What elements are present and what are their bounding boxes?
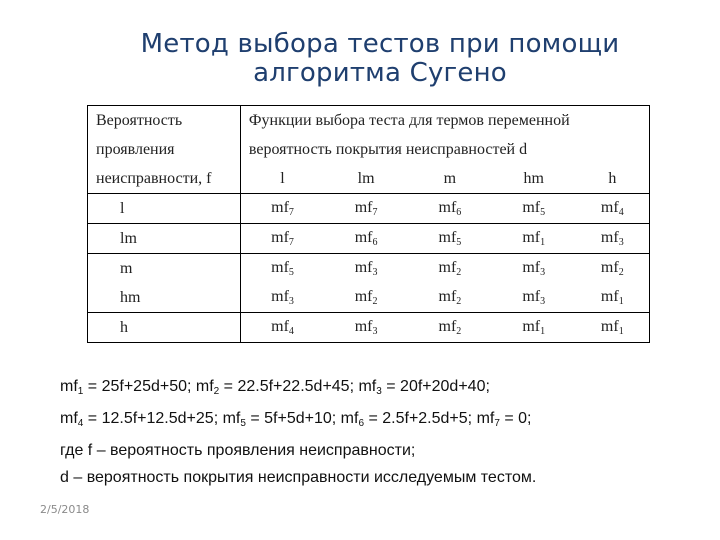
header-probability-line-3: неисправности, f xyxy=(88,164,241,194)
table-row xyxy=(88,194,650,224)
mf-cell: $mf_3$ xyxy=(522,259,546,278)
mf-cell: $mf_2$ xyxy=(576,254,650,284)
header-probability-line-1: Вероятность xyxy=(88,106,241,136)
term-header: hm xyxy=(492,164,576,194)
table-row xyxy=(88,313,650,343)
mf-cell: $mf_2$ xyxy=(324,283,408,313)
formula-term: mf xyxy=(60,410,78,427)
row-label: hm xyxy=(88,283,241,313)
formula-term: mf xyxy=(60,378,78,395)
term-header: m xyxy=(408,164,492,194)
mf-cell: $mf_7$ xyxy=(240,194,324,224)
slide-title xyxy=(120,30,640,88)
mf-cell: $mf_6$ xyxy=(324,224,408,254)
mf-cell: $mf_1$ xyxy=(492,313,576,343)
mf-cell: $mf_3$ xyxy=(240,283,324,313)
mf-cell: $mf_2$ xyxy=(408,283,492,313)
mf-cell: $mf_1$ xyxy=(576,313,650,343)
formula-term: mf xyxy=(222,410,241,427)
formula-line-1: $mf_1 = 25f+25d+50$; $mf_2 = 22.5f+22.5d+45$; $mf_3 = 20f+20d+40$; xyxy=(60,378,490,397)
term-header: lm xyxy=(324,164,408,194)
header-probability-line-2: проявления xyxy=(88,135,241,164)
formula-term: mf xyxy=(340,410,359,427)
row-label: m xyxy=(88,254,241,284)
mf-cell: $mf_2$ xyxy=(438,259,462,278)
mf-cell: $mf_7$ xyxy=(240,224,324,254)
row-label: h xyxy=(88,313,241,343)
formulas-block xyxy=(60,373,700,491)
mf-cell: $mf_4$ xyxy=(576,194,650,224)
formula-line-2: $mf_4 = 12.5f+12.5d+25$; $mf_5 = 5f+5d+10$; $mf_6 = 2.5f+2.5d+5$; $mf_7 = 0$; xyxy=(60,410,532,429)
header-functions-line-1: Функции выбора теста для термов переменной xyxy=(240,106,649,136)
mf-cell: $mf_3$ xyxy=(354,259,378,278)
formula-legend-f: где f – вероятность проявления неисправности; xyxy=(60,442,416,459)
table-row xyxy=(88,283,650,313)
mf-cell: $mf_1$ xyxy=(576,283,650,313)
test-selection-table xyxy=(87,105,650,345)
mf-cell: $mf_5$ xyxy=(408,224,492,254)
mf-cell: $mf_4$ xyxy=(240,313,324,343)
slide-date: 2/5/2018 xyxy=(40,503,90,516)
formula-term: mf xyxy=(195,378,214,395)
table-row xyxy=(88,254,650,284)
header-functions-line-2: вероятность покрытия неисправностей d xyxy=(240,135,649,164)
slide-title-line-1: Метод выбора тестов при помощи xyxy=(140,29,620,59)
term-header: h xyxy=(576,164,650,194)
row-label: l xyxy=(88,194,241,224)
row-label: lm xyxy=(88,224,241,254)
formula-legend-d: d – вероятность покрытия неисправности исследуемым тестом. xyxy=(60,469,537,486)
mf-cell: $mf_3$ xyxy=(324,313,408,343)
mf-cell: $mf_5$ xyxy=(492,194,576,224)
mf-cell: $mf_3$ xyxy=(576,224,650,254)
mf-cell: $mf_2$ xyxy=(408,313,492,343)
table-row xyxy=(88,224,650,254)
mf-cell: $mf_6$ xyxy=(408,194,492,224)
slide-title-line-2: алгоритма Сугено xyxy=(253,58,507,88)
mf-cell: $mf_7$ xyxy=(324,194,408,224)
sugeno-table xyxy=(87,105,650,343)
mf-cell: $mf_3$ xyxy=(492,283,576,313)
mf-cell: $mf_1$ xyxy=(492,224,576,254)
formula-term: mf xyxy=(358,378,377,395)
mf-cell: $mf_5$ xyxy=(240,254,324,284)
formula-term: mf xyxy=(476,410,495,427)
term-header: l xyxy=(240,164,324,194)
